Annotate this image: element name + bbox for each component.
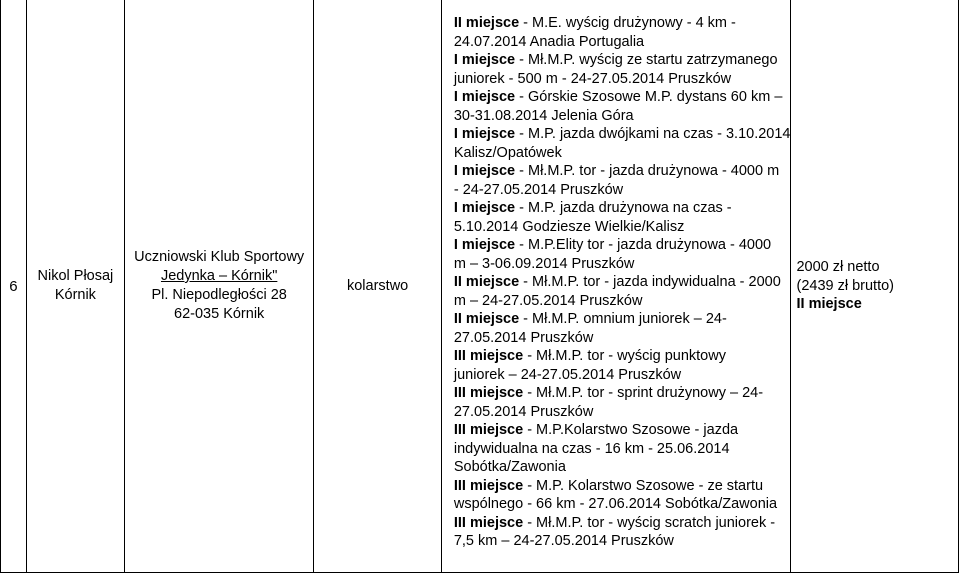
achievement-text: 27.05.2014 Pruszków xyxy=(453,403,594,420)
achievement-text: Kalisz/Opatówek xyxy=(453,144,562,161)
achievement-place: III miejsce xyxy=(453,477,524,494)
achievement-text: - Mł.M.P. tor - sprint drużynowy – 24- xyxy=(523,385,764,401)
achievement-line xyxy=(454,236,791,255)
achievement-text: - M.P. jazda drużynowa na czas - xyxy=(515,200,732,216)
prize-place: II miejsce xyxy=(796,296,862,313)
achievement-line xyxy=(454,14,791,33)
achievement-text: indywidualna na czas - 16 km - 25.06.2014 xyxy=(453,440,730,457)
achievement-text: m – 24-27.05.2014 Pruszków xyxy=(453,292,643,309)
achievement-place: II miejsce xyxy=(453,15,520,31)
achievement-text: 30-31.08.2014 Jelenia Góra xyxy=(453,107,634,124)
achievement-text: - M.E. wyścig drużynowy - 4 km - xyxy=(519,15,736,31)
achievements-list xyxy=(442,0,791,551)
club-address: Pl. Niepodległości 28 xyxy=(151,287,287,303)
club-name: Uczniowski Klub Sportowy xyxy=(134,249,305,265)
achievement-text: wspólnego - 66 km - 27.06.2014 Sobótka/Zawonia xyxy=(453,496,778,512)
achievement-text: 7,5 km – 24-27.05.2014 Pruszków xyxy=(453,533,674,549)
achievement-place: I miejsce xyxy=(453,237,516,253)
achievement-line xyxy=(454,107,791,126)
achievement-line xyxy=(454,366,791,385)
prize-gross: (2439 zł brutto) xyxy=(796,277,895,294)
achievement-place: III miejsce xyxy=(453,422,524,438)
achievement-line xyxy=(454,218,791,237)
achievement-text: - Mł.M.P. wyścig ze startu zatrzymanego xyxy=(515,52,778,68)
achievement-line xyxy=(454,292,791,311)
achievement-place: III miejsce xyxy=(453,385,524,401)
achievement-text: - Mł.M.P. tor - jazda indywidualna - 2000 xyxy=(519,274,781,290)
achievement-text: - 24-27.05.2014 Pruszków xyxy=(453,181,624,198)
achievement-place: II miejsce xyxy=(453,311,520,327)
club-name-2-text: Jedynka – Kórnik" xyxy=(160,268,278,284)
achievement-line xyxy=(454,403,791,422)
achievement-line xyxy=(454,88,791,107)
achievement-line xyxy=(454,329,791,348)
achievement-line xyxy=(454,347,791,366)
athlete-name: Nikol Płosaj xyxy=(37,268,114,284)
achievement-text: - Mł.M.P. tor - wyścig scratch juniorek - xyxy=(523,514,776,531)
achievement-line xyxy=(454,440,791,459)
achievement-line xyxy=(454,384,791,403)
achievement-line xyxy=(454,125,791,144)
achievement-text: - Górskie Szosowe M.P. dystans 60 km – xyxy=(515,89,783,105)
row-number: 6 xyxy=(1,0,27,573)
achievement-line xyxy=(454,495,791,514)
achievement-line xyxy=(454,70,791,89)
club-cell xyxy=(124,0,313,573)
athlete-town: Kórnik xyxy=(54,287,96,303)
achievement-text: - Mł.M.P. tor - jazda drużynowa - 4000 m xyxy=(515,163,780,179)
achievement-place: I miejsce xyxy=(453,52,516,68)
achievement-line xyxy=(454,532,791,551)
achievement-line xyxy=(454,51,791,70)
achievement-line xyxy=(454,144,791,163)
achievement-text: 27.05.2014 Pruszków xyxy=(453,329,594,346)
achievement-line xyxy=(454,310,791,329)
achievement-line xyxy=(454,421,791,440)
achievement-line xyxy=(454,199,791,218)
achievement-line xyxy=(454,181,791,200)
table-row xyxy=(1,0,959,573)
achievement-line xyxy=(454,273,791,292)
discipline: kolarstwo xyxy=(314,0,441,573)
achievement-place: I miejsce xyxy=(453,200,516,216)
athlete-name-cell xyxy=(26,0,124,573)
achievement-text: juniorek - 500 m - 24-27.05.2014 Pruszków xyxy=(453,70,732,87)
achievement-text: - Mł.M.P. omnium juniorek – 24- xyxy=(519,311,727,327)
achievement-line xyxy=(454,33,791,52)
achievement-line xyxy=(454,162,791,181)
achievement-line xyxy=(454,255,791,274)
achievement-line xyxy=(454,477,791,496)
achievement-line xyxy=(454,458,791,477)
achievement-place: II miejsce xyxy=(453,274,520,290)
achievement-text: - M.P.Kolarstwo Szosowe - jazda xyxy=(523,422,739,438)
achievement-text: - M.P.Elity tor - jazda drużynowa - 4000 xyxy=(515,237,772,253)
club-postcode: 62-035 Kórnik xyxy=(174,306,265,322)
achievement-text: - M.P. Kolarstwo Szosowe - ze startu xyxy=(523,477,764,494)
achievement-place: I miejsce xyxy=(453,89,516,105)
achievement-place: III miejsce xyxy=(453,348,524,364)
club-name-2 xyxy=(125,267,313,286)
achievement-text: juniorek – 24-27.05.2014 Pruszków xyxy=(453,366,682,383)
prize-net: 2000 zł netto xyxy=(796,259,880,276)
achievement-place: III miejsce xyxy=(453,514,524,531)
achievements-cell xyxy=(441,0,791,573)
achievement-text: Sobótka/Zawonia xyxy=(453,459,566,475)
prize-cell xyxy=(791,0,959,573)
achievement-text: - Mł.M.P. tor - wyścig punktowy xyxy=(523,348,726,364)
achievement-text: 24.07.2014 Anadia Portugalia xyxy=(453,33,645,50)
achievement-text: - M.P. jazda dwójkami na czas - 3.10.2014 xyxy=(515,126,791,142)
achievement-place: I miejsce xyxy=(453,126,516,142)
achievement-place: I miejsce xyxy=(453,163,516,179)
achievement-text: m – 3-06.09.2014 Pruszków xyxy=(453,255,635,272)
achievement-line xyxy=(454,514,791,533)
achievement-text: 5.10.2014 Godziesze Wielkie/Kalisz xyxy=(453,218,685,235)
